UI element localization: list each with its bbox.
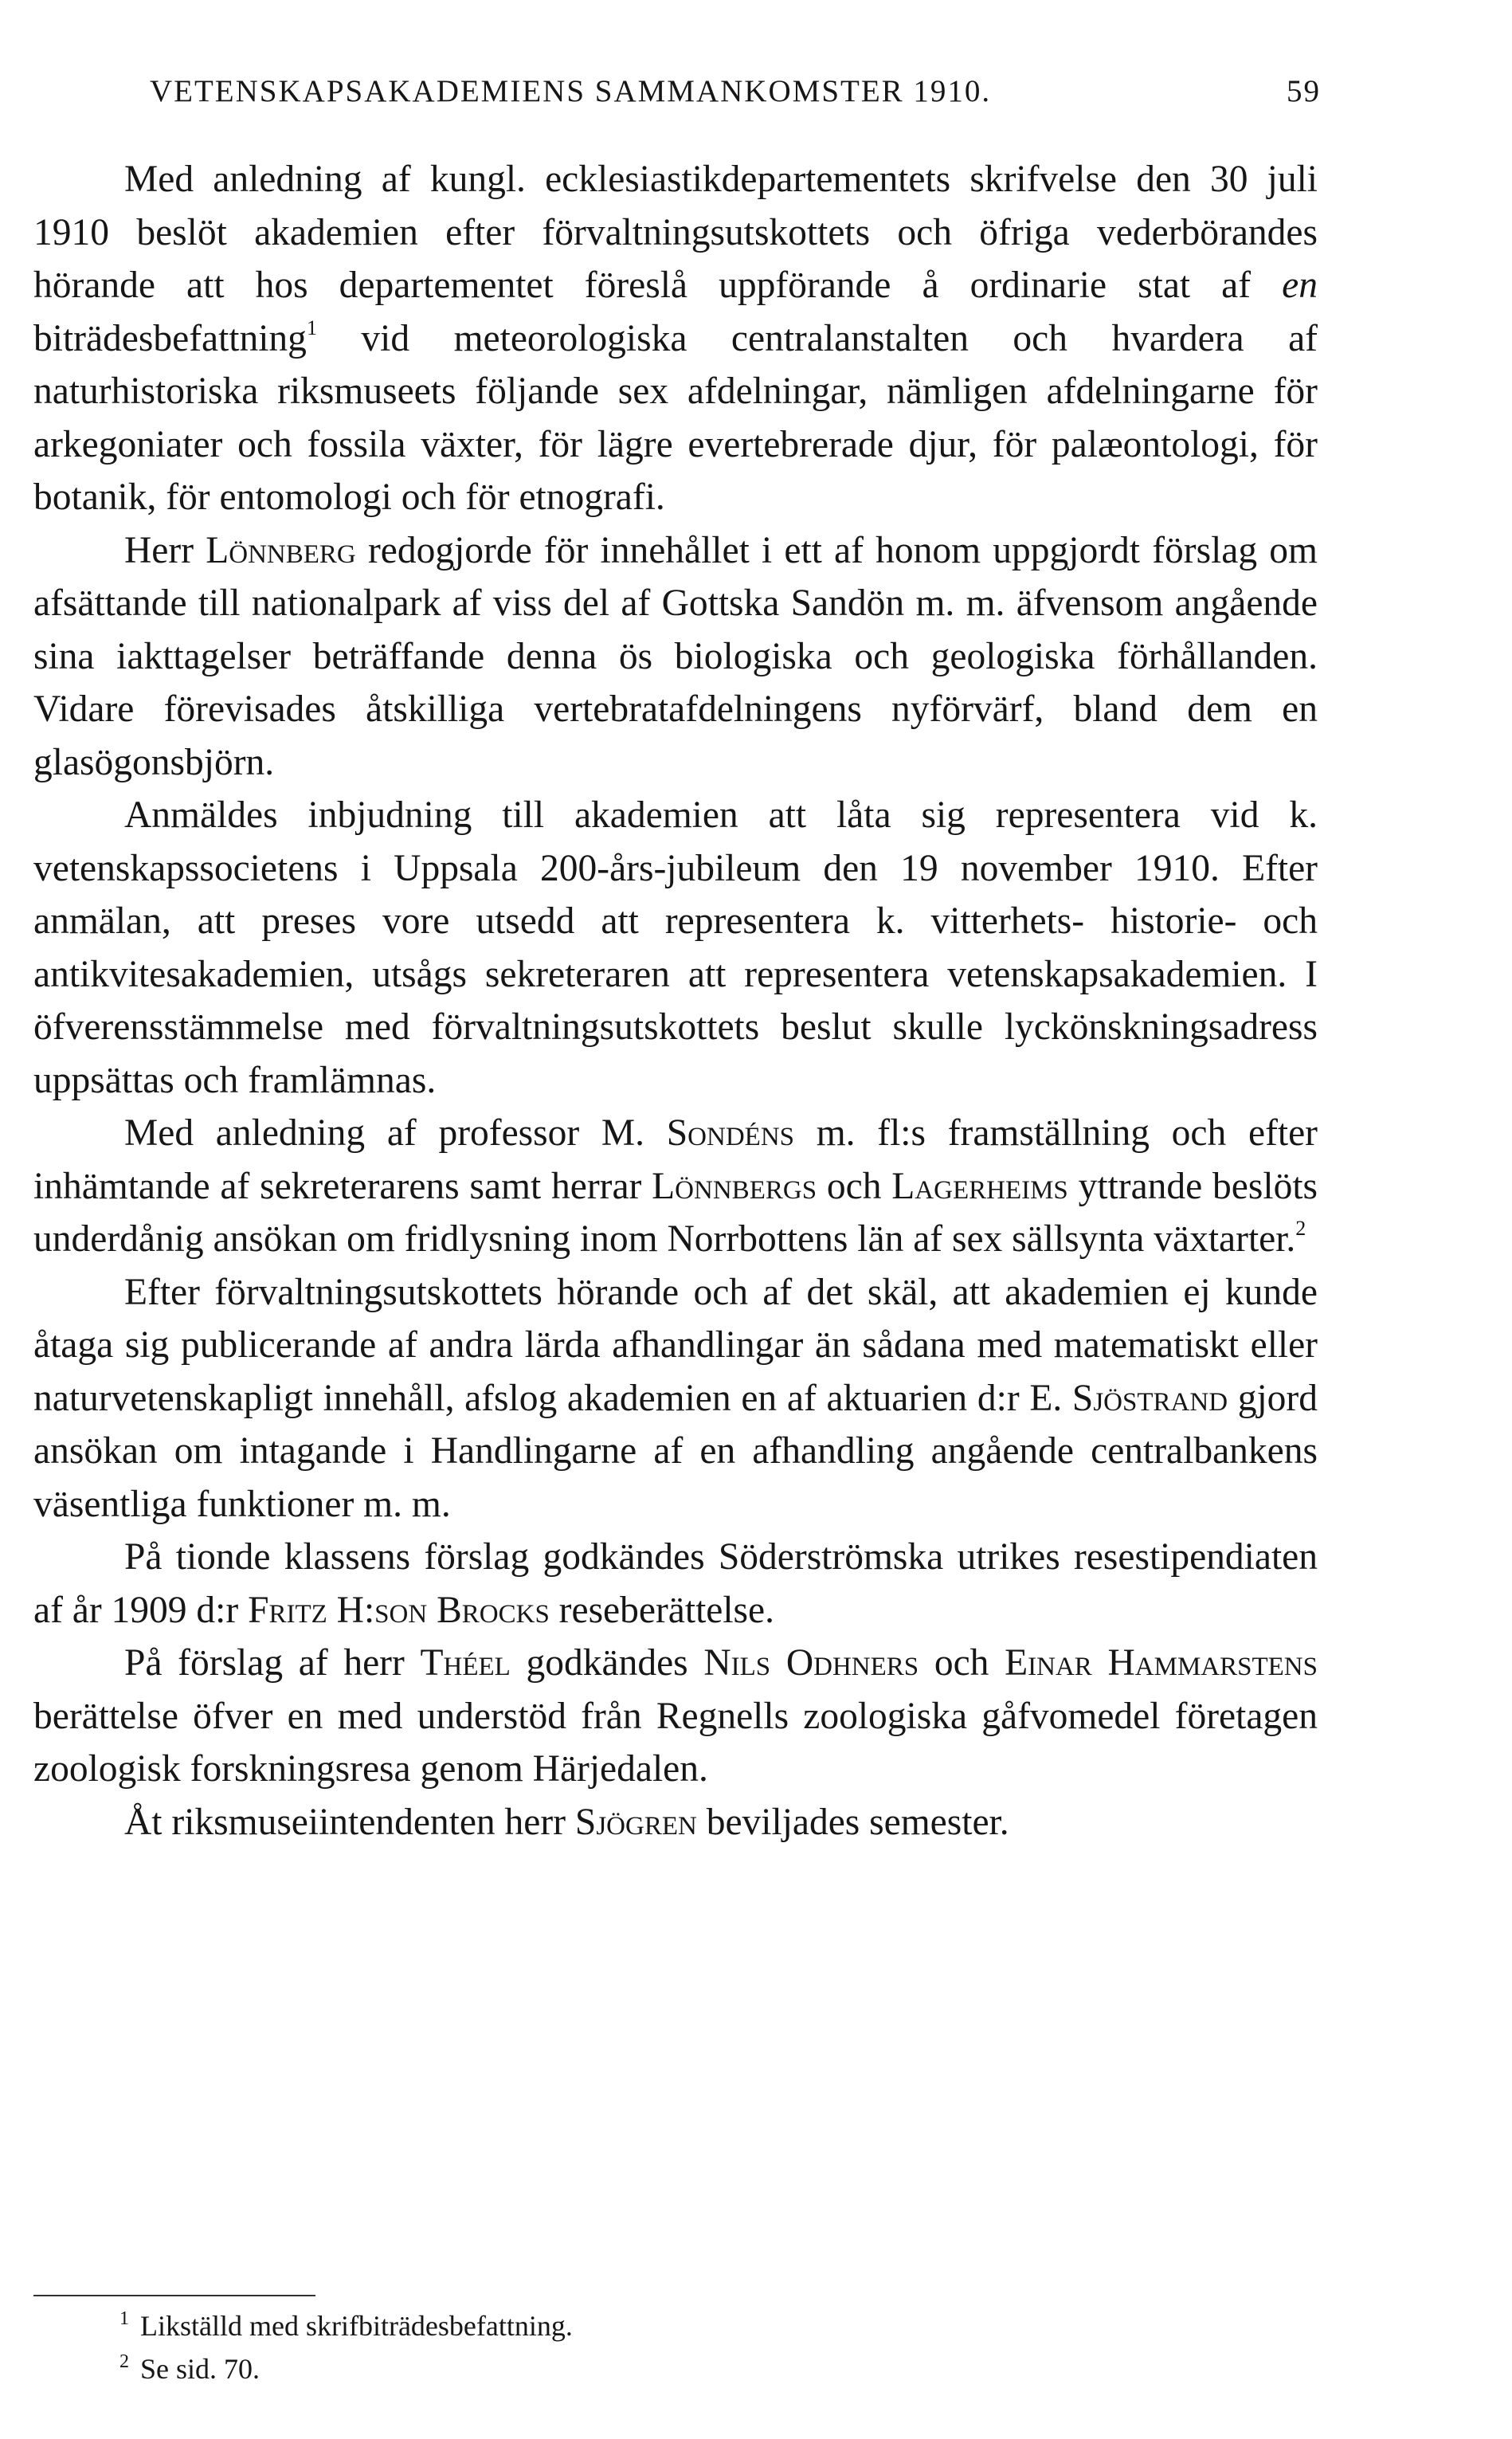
text-run: m. fl:s framställning och efter inhämtande af sekreterarens samt herrar	[33, 1112, 1318, 1207]
person-name: Sjögren	[574, 1801, 697, 1843]
footnotes	[119, 2301, 573, 2387]
italic-text: en	[1282, 265, 1318, 306]
page-number: 59	[1287, 74, 1321, 108]
text-run: Efter förvaltningsutskottets hörande och af det skäl, att akademien ej kunde åtaga sig publicerande af andra lärda afhandlingar än sådana med matematiskt eller naturvetenskapligt innehåll, afslog akademien en af aktuarien d:r E.	[33, 1271, 1318, 1419]
person-name: Sondéns	[666, 1112, 795, 1154]
footnote-mark: 1	[119, 2308, 129, 2329]
paragraph-5	[33, 1266, 1318, 1531]
person-name: Lönnbergs	[652, 1165, 817, 1207]
running-title: VETENSKAPSAKADEMIENS SAMMANKOMSTER 1910.	[150, 74, 992, 108]
paragraph-3: Anmäldes inbjudning till akademien att låta sig representera vid k. vetenskapssocietens i Uppsala 200-års-jubileum den 19 november 1910. Efter anmälan, att preses vore utsedd att representera k. vitterhets- historie- och antikvitesakademien, utsågs sekreteraren att representera vetenskapsakademien. I öfverensstämmelse med förvaltningsutskottets beslut skulle lyckönskningsadress uppsättas och framlämnas.	[33, 794, 1318, 1101]
text-run: och	[817, 1165, 892, 1207]
text-run: biträdesbefattning	[33, 317, 307, 359]
text-run: På förslag af herr	[124, 1642, 421, 1684]
paragraph-7	[33, 1637, 1318, 1796]
text-run: redogjorde för innehållet i ett af honom uppgjordt förslag om afsättande till nationalpark af viss del af Gottska Sandön m. m. äfvensom angående sina iakttagelser beträffande denna ös biologiska och geologiska förhållanden. Vidare förevisades åtskilliga vertebratafdelningens nyförvärf, bland dem en glasögonsbjörn.	[33, 529, 1318, 783]
text-run: berättelse öfver en med understöd från Regnells zoologiska gåfvomedel företagen zoologisk forskningsresa genom Härjedalen.	[33, 1695, 1318, 1790]
text-run: och	[919, 1642, 1005, 1684]
person-name: Lagerheims	[891, 1165, 1068, 1207]
text-run: godkändes	[510, 1642, 704, 1684]
person-name: Lönnberg	[206, 529, 356, 571]
person-name: Fritz H:son Brocks	[248, 1589, 550, 1631]
person-name: Théel	[420, 1642, 511, 1684]
footnote-text: Se sid. 70.	[140, 2353, 260, 2385]
person-name: Einar Hammarstens	[1005, 1642, 1318, 1684]
paragraph-4	[33, 1107, 1318, 1266]
running-header	[150, 73, 1321, 115]
text-run: beviljades semester.	[696, 1801, 1009, 1843]
text-run: Med anledning af kungl. ecklesiastikdepartementets skrifvelse den 30 juli 1910 beslöt akademien efter förvaltningsutskottets och öfriga vederbörandes hörande att hos departementet föreslå uppförande å ordinarie stat af	[33, 159, 1318, 306]
text-run: vid meteorologiska centralanstalten och hvardera af naturhistoriska riksmuseets följande sex afdelningar, nämligen afdelningarne för arkegoniater och fossila växter, för lägre evertebrerade djur, för palæontologi, för botanik, för entomologi och för etnografi.	[33, 317, 1318, 518]
text-run: Med anledning af professor M.	[124, 1112, 667, 1154]
text-run: gjord ansökan om intagande i Handlingarne af en afhandling angående centralbankens väsentliga funktioner m. m.	[33, 1377, 1318, 1525]
main-text	[33, 153, 1318, 1849]
person-name: Nils Odhners	[703, 1642, 919, 1684]
footnote-divider	[33, 2295, 315, 2296]
footnote-text: Likställd med skrifbiträdesbefattning.	[140, 2310, 573, 2342]
footnote-ref-2: 2	[1295, 1217, 1306, 1240]
paragraph-8	[33, 1796, 1318, 1849]
text-run: reseberättelse.	[549, 1589, 774, 1631]
text-run: yttrande beslöts underdånig ansökan om fridlysning inom Norrbottens län af sex sällsynta växtarter.	[33, 1165, 1318, 1260]
footnote-2	[119, 2344, 573, 2387]
footnote-ref-1: 1	[306, 316, 317, 339]
paragraph-1	[33, 153, 1318, 524]
footnote-mark: 2	[119, 2351, 129, 2372]
footnote-1	[119, 2301, 573, 2344]
text-run: På tionde klassens förslag godkändes Söderströmska utrikes resestipendiaten af år 1909 d:r	[33, 1536, 1318, 1631]
text-run: Herr	[124, 529, 206, 571]
paragraph-6	[33, 1531, 1318, 1637]
person-name: Sjöstrand	[1071, 1377, 1228, 1419]
paragraph-2	[33, 524, 1318, 790]
text-run: Åt riksmuseiintendenten herr	[124, 1801, 575, 1843]
